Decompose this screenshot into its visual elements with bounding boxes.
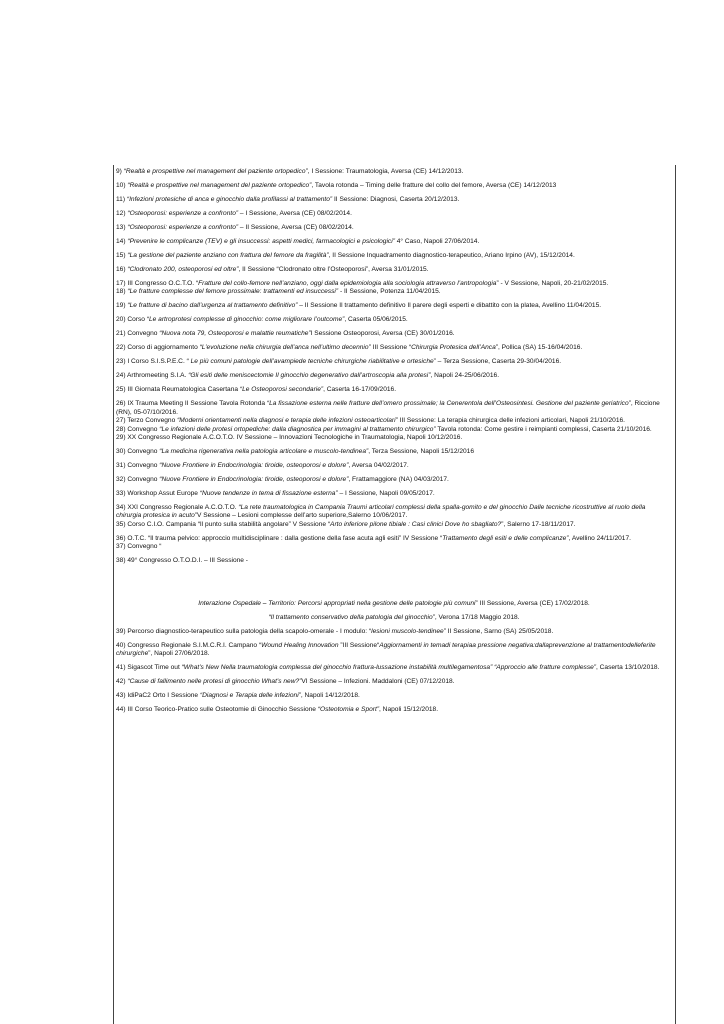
entry-title: Interazione Ospedale – Territorio: Percorsi appropriati nella gestione delle patologie più comuni <box>198 599 476 607</box>
list-item <box>116 224 672 232</box>
list-item <box>116 628 672 636</box>
congress-list-part-2 <box>116 628 672 715</box>
entry-title: “Nuove tendenze in tema di fissazione esterna” <box>199 490 338 498</box>
entry-title: “Gli esiti delle meniscectomie Il ginocchio degenerativo dall’artroscopia alla protesi” <box>188 372 431 380</box>
entry-title: “Cause di fallimento nelle protesi di ginocchio What’s new?” <box>127 678 302 686</box>
entry-text: – II Sessione Il trattamento definitivo Il parere degli esperti e dibattito con la platea, Avellino 11/04/2015. <box>297 302 602 310</box>
list-item <box>116 535 672 543</box>
entry-title: “Realtà e prospettive nel management del paziente ortopedico” <box>123 168 308 175</box>
list-item <box>116 288 672 296</box>
entry-text: I Sessione Osteoporosi, Aversa (CE) 30/01/2016. <box>310 330 455 338</box>
entry-title: “La medicina rigenerativa nella patologia articolare e muscolo-tendinea” <box>159 448 369 456</box>
entry-text: 41) Sigascot Time out <box>116 664 182 672</box>
entry-text: III Sessione “ <box>370 344 412 352</box>
entry-text: 35) Corso C.I.O. Campania “Il punto sulla stabilità angolare” V Sessione “ <box>116 520 331 528</box>
list-item <box>116 302 672 310</box>
entry-title: Fratture del collo-femore nell’anziano, oggi dalla epidemiologia alla sociologia attraverso l’antropologia <box>198 280 497 287</box>
entry-text: , Tavola rotonda – Timing delle fratture del collo del femore, Aversa (CE) 14/12/2013 <box>311 182 557 189</box>
list-item <box>116 316 672 324</box>
entry-text: ”, Salerno 17-18/11/2017. <box>501 520 576 528</box>
entry-text: ” III Sessione, Aversa (CE) 17/02/2018. <box>475 599 590 607</box>
entry-text: 23) I Corso S.I.S.P.E.C. “ <box>116 358 191 366</box>
entry-text: , Terza Sessione, Napoli 15/12/2016 <box>368 448 475 456</box>
entry-text: 33) Workshop Assut Europe <box>116 490 200 498</box>
entry-text: 13) <box>116 224 128 231</box>
entry-title: “Nuove Frontiere in Endocrinologia: tiroide, osteoporosi e dolore” <box>159 462 349 470</box>
congress-list-part-1 <box>116 168 672 566</box>
entry-text: Tavola rotonda: Come gestire i reimpianti complessi, Caserta 21/10/2016. <box>435 425 652 433</box>
entry-title: “Osteoporosi: esperienze a confronto” <box>127 224 239 231</box>
list-item <box>116 426 672 434</box>
entry-title: Chirurgia Protesica dell’Anca <box>411 344 496 352</box>
entry-text: 14) <box>116 238 128 245</box>
entry-title: “What’s New Nella traumatologia complessa del ginocchio frattura-lussazione instabilità multilegamentosa” “Approccio alle fratture complesse” <box>181 664 596 672</box>
entry-text: 27) Terzo Convegno <box>116 417 178 425</box>
list-item <box>116 358 672 366</box>
list-item <box>116 462 672 470</box>
list-item <box>116 168 672 176</box>
entry-title: “Nuove Frontiere in Endocrinologia: tiroide, osteoporosi e dolore” <box>159 476 349 484</box>
list-item <box>116 504 672 521</box>
entry-text: 17) III Congresso O.C.T.O. “ <box>116 280 199 287</box>
entry-title: Trattamento degli esiti e delle complicanze” <box>442 534 569 542</box>
list-item <box>116 386 672 394</box>
entry-text: 24) Arthromeeting S.I.A. <box>116 372 189 380</box>
entry-title: lesioni muscolo-tendinee <box>371 627 444 635</box>
entry-text: , I Sessione: Traumatologia, Aversa (CE) 14/12/2013. <box>307 168 464 175</box>
entry-text: 20) Corso <box>116 316 147 324</box>
entry-text: VI Sessione – Infezioni. Maddaloni (CE) 07/12/2018. <box>301 678 455 686</box>
list-item <box>116 642 672 659</box>
entry-text: 29) XX Congresso Regionale A.C.O.T.O. IV Sessione – Innovazioni Tecnologiche in Traumatologia, Napoli 10/12/2016. <box>116 434 463 442</box>
entry-text: 32) Convegno <box>116 476 160 484</box>
list-item <box>116 448 672 456</box>
entry-text: – I Sessione, Napoli 09/05/2017. <box>337 490 435 498</box>
entry-text: 21) Convegno <box>116 330 160 338</box>
entry-text: 36) O.T.C. “Il trauma pelvico: approccio multidisciplinare : dalla gestione della fase acuta agli esiti” IV Sessione “ <box>116 534 443 542</box>
entry-text: 37) Convegno “ <box>116 543 162 551</box>
entry-text: , Riccione (RN), 05-07/10/2016. <box>116 400 660 416</box>
entry-title: Le più comuni patologie dell’avampiede tecniche chirurgiche riabilitative e ortesiche <box>190 358 434 366</box>
entry-text: 39) Percorso diagnostico-terapeutico sulla patologia della scapolo-omerale - I modulo: “ <box>116 627 372 635</box>
entry-text: , Caserta 16-17/09/2016. <box>323 386 397 394</box>
entry-text: 30) Convegno <box>116 448 160 456</box>
list-item <box>116 543 672 551</box>
list-item <box>116 557 672 565</box>
document-body <box>116 168 672 720</box>
entry-text: 40) Congresso Regionale S.I.M.C.R.I. Campano “ <box>116 641 262 649</box>
entry-title: “Le infezioni delle protesi ortopediche: dalla diagnostica per immagini al trattamento chirurgico” <box>159 425 436 433</box>
entry-text: ” II Sessione, Sarno (SA) 25/05/2018. <box>443 627 554 635</box>
list-item <box>116 182 672 190</box>
entry-text: 22) Corso di aggiornamento <box>116 344 200 352</box>
entry-title: “Osteoporosi: esperienze a confronto” <box>127 210 239 217</box>
entry-title: “Le Osteoporosi secondarie” <box>239 386 324 394</box>
entry-text: III Sessione: La terapia chirurgica delle infezioni articolari, Napoli 21/10/2016. <box>397 417 625 425</box>
entry-text: ”, Napoli 27/06/2018. <box>148 650 210 658</box>
list-item <box>116 614 672 622</box>
entry-text: 44) III Corso Teorico-Pratico sulle Osteotomie di Ginocchio Sessione <box>116 706 318 714</box>
list-item <box>116 196 672 204</box>
entry-title: “Le fratture di bacino dall’urgenza al trattamento definitivo” <box>127 302 298 310</box>
entry-title: “Nuova nota 79, Osteoporosi e malattie reumatiche” <box>159 330 311 338</box>
entry-text: , Napoli 14/12/2018. <box>300 692 360 700</box>
entry-text: 42) <box>116 678 128 686</box>
list-item <box>116 372 672 380</box>
entry-title: “La gestione del paziente anziano con frattura del femore da fragilità” <box>127 252 329 259</box>
entry-text: ” - V Sessione, Napoli, 20-21/02/2015. <box>496 280 609 287</box>
entry-text: – II Sessione, Aversa (CE) 08/02/2014. <box>238 224 354 231</box>
entry-text: , II Sessione “Clodronato oltre l’Osteoporosi”, Aversa 31/01/2015. <box>238 266 429 273</box>
entry-text: ”III Sessione“ <box>338 641 380 649</box>
entry-title: “La fissazione esterna nelle fratture dell’omero prossimale; la Cenerentola dell’Osteosintesi. Gestione del paziente geriatrico” <box>266 400 631 408</box>
entry-title: “Moderni orientamenti nella diagnosi e terapia delle infezioni osteoarticolari” <box>177 417 398 425</box>
entry-text: 11) <box>116 196 127 203</box>
list-item <box>116 692 672 700</box>
list-item <box>116 434 672 442</box>
entry-text: II Sessione: Diagnosi, Caserta 20/12/2013. <box>332 196 460 203</box>
entry-title: “Realtà e prospettive nel management del paziente ortopedico” <box>127 182 312 189</box>
entry-text: 4° Caso, Napoli 27/06/2014. <box>394 238 480 245</box>
entry-text: - II Sessione, Potenza 11/04/2015. <box>338 288 441 296</box>
entry-title: “Le artroprotesi complesse di ginocchio: come migliorare l’outcome” <box>146 316 345 324</box>
list-item <box>116 280 672 288</box>
entry-text: V Sessione – Lesioni complesse dell’arto superiore,Salerno 10/06/2017. <box>197 512 408 520</box>
list-item <box>116 210 672 218</box>
entry-text: , Verona 17/18 Maggio 2018. <box>434 613 520 621</box>
entry-title: “Prevenire le complicanze (TEV) e gli insuccessi: aspetti medici, farmacologici e psicologici” <box>127 238 395 245</box>
entry-text: 10) <box>116 182 128 189</box>
entry-text: , Napoli 15/12/2018. <box>379 706 439 714</box>
list-item <box>116 600 672 608</box>
list-item <box>116 252 672 260</box>
entry-text: ”, Pollica (SA) 15-16/04/2016. <box>495 344 583 352</box>
list-item <box>116 330 672 338</box>
entry-text: 28) Convegno <box>116 425 160 433</box>
entry-text: , Frattamaggiore (NA) 04/03/2017. <box>348 476 449 484</box>
entry-title: Arto inferiore pilone tibiale : Casi clinici Dove ho sbagliato? <box>330 520 502 528</box>
entry-text: 15) <box>116 252 128 259</box>
entry-title: “Diagnosi e Terapia delle infezioni” <box>199 692 301 700</box>
list-item <box>116 490 672 498</box>
entry-text: 43) IdiPaC2 Orto I Sessione <box>116 692 200 700</box>
entry-title: “Il trattamento conservativo della patologia del ginocchio” <box>268 613 435 621</box>
entry-text: 34) XXI Congresso Regionale A.C.O.T.O. <box>116 504 239 512</box>
centered-entries <box>116 600 672 622</box>
entry-text: ” – Terza Sessione, Caserta 29-30/04/2016. <box>433 358 562 366</box>
entry-text: 31) Convegno <box>116 462 160 470</box>
entry-text: 38) 49° Congresso O.T.O.D.I. – III Sessione - <box>116 557 249 565</box>
list-item <box>116 417 672 425</box>
list-item <box>116 664 672 672</box>
entry-text: , Caserta 05/06/2015. <box>344 316 408 324</box>
entry-title: “Infezioni protesiche di anca e ginocchio dalla profilassi al trattamento” <box>126 196 333 203</box>
entry-title: “Osteotomia e Sport” <box>317 706 380 714</box>
list-item <box>116 476 672 484</box>
entry-title: “Le fratture complesse del femore prossimale: trattamenti ed insuccessi” <box>127 288 339 296</box>
entry-text: – I Sessione, Aversa (CE) 08/02/2014. <box>238 210 352 217</box>
entry-text: 9) <box>116 168 124 175</box>
entry-text: , Caserta 13/10/2018. <box>595 664 660 672</box>
entry-text: , Aversa 04/02/2017. <box>348 462 409 470</box>
list-item <box>116 238 672 246</box>
list-item <box>116 521 672 529</box>
entry-text: , Avellino 24/11/2017. <box>568 534 631 542</box>
entry-text: 25) III Giornata Reumatologica Casertana <box>116 386 240 394</box>
entry-title: “La rete traumatologica in Campania Traumi articolari complessi della spalla-gomito e del ginocchio Dalle tecniche ricostruttive al ruolo della chirurgia protesica in acuto” <box>116 504 646 520</box>
entry-text: 19) <box>116 302 128 310</box>
list-item <box>116 344 672 352</box>
entry-text: 16) <box>116 266 128 273</box>
entry-text: 12) <box>116 210 128 217</box>
list-item <box>116 706 672 714</box>
list-item <box>116 400 672 417</box>
entry-title: “L’evoluzione nella chirurgia dell’anca nell’ultimo decennio” <box>199 344 371 352</box>
entry-text: , II Sessione Inquadramento diagnostico-terapeutico, Ariano Irpino (AV), 15/12/2014. <box>328 252 575 259</box>
entry-title: Aggiornamenti in temadi terapiaa pressione negativa:dallaprevenzione al trattamentodelleferite chirurgiche <box>116 641 656 658</box>
entry-text: , Napoli 24-25/06/2016. <box>430 372 500 380</box>
entry-text: 26) IX Trauma Meeting II Sessione Tavola Rotonda <box>116 400 267 408</box>
list-item <box>116 266 672 274</box>
entry-title: “Clodronato 200, osteoporosi ed oltre” <box>127 266 239 273</box>
entry-text: 18) <box>116 288 128 296</box>
list-item <box>116 678 672 686</box>
page-margin-rule-right <box>675 165 676 1024</box>
page-margin-rule-left <box>113 165 114 1024</box>
entry-title: Wound Healing Innovation <box>261 641 339 649</box>
